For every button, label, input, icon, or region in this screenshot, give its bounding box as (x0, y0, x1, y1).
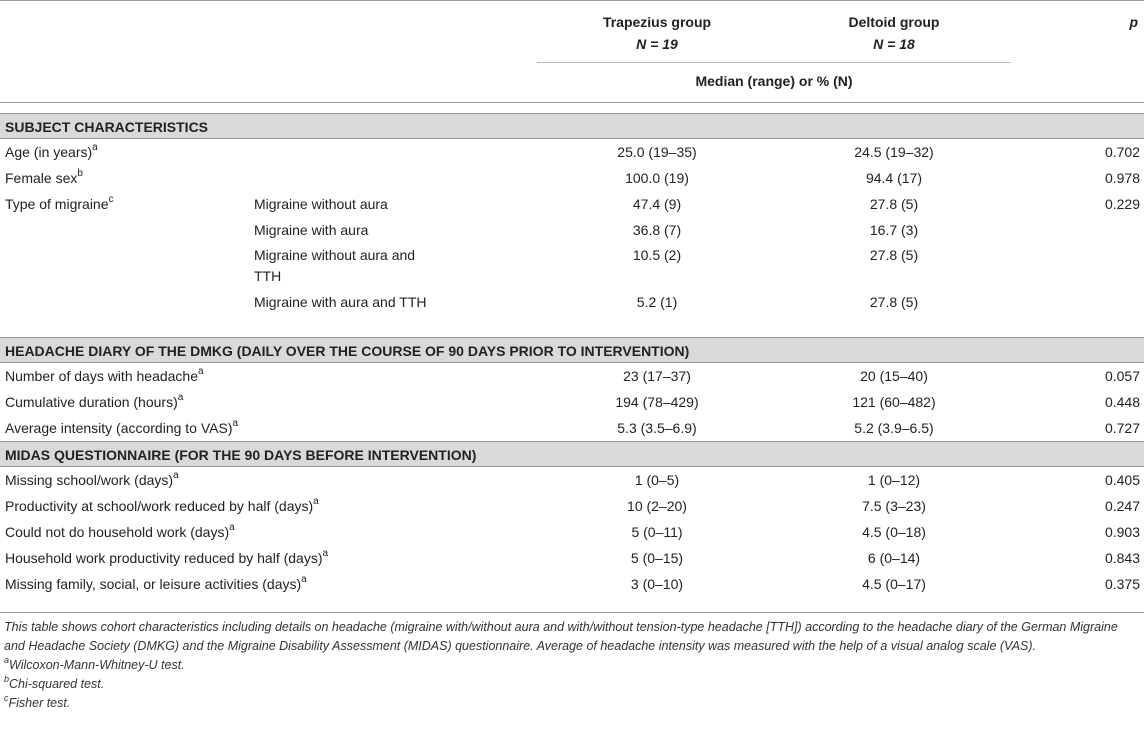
p-value: 0.247 (1104, 498, 1140, 514)
trapezius-value: 5 (0–15) (630, 550, 684, 566)
trapezius-value: 10 (2–20) (627, 498, 687, 514)
trapezius-value: 100.0 (19) (625, 170, 689, 186)
table-row (0, 389, 1144, 415)
row-label: Productivity at school/work reduced by half (days)$^a$ (5, 496, 319, 514)
row-sublabel: Migraine without aura (254, 196, 388, 212)
table-row (0, 363, 1144, 389)
table-row (0, 571, 1144, 597)
row-label: Missing family, social, or leisure activities (days)$^a$ (5, 574, 307, 592)
section-title: SUBJECT CHARACTERISTICS (5, 119, 209, 135)
table-row (0, 519, 1144, 545)
table-bottom-rule (0, 612, 1144, 613)
deltoid-value: 27.8 (5) (869, 294, 919, 310)
trapezius-value: 194 (78–429) (615, 394, 699, 410)
p-value: 0.903 (1104, 524, 1140, 540)
trapezius-value: 5 (0–11) (631, 524, 683, 540)
trapezius-value: 25.0 (19–35) (617, 144, 697, 160)
row-sublabel: Migraine with aura (254, 222, 369, 238)
trapezius-value: 1 (0–5) (634, 472, 680, 488)
deltoid-value: 16.7 (3) (869, 222, 919, 238)
section-subject-characteristics (0, 113, 1144, 139)
table-footnotes (4, 618, 1140, 713)
p-value: 0.448 (1104, 394, 1140, 410)
trapezius-value: 36.8 (7) (632, 222, 682, 238)
row-label: Number of days with headache$^a$ (5, 366, 204, 384)
deltoid-value: 24.5 (19–32) (854, 144, 934, 160)
p-value: 0.375 (1104, 576, 1140, 592)
deltoid-value: 5.2 (3.9–6.5) (854, 420, 934, 436)
trapezius-value: 23 (17–37) (623, 368, 691, 384)
p-value: 0.229 (1104, 196, 1140, 212)
subheader (537, 70, 1011, 92)
deltoid-value: 20 (15–40) (860, 368, 928, 384)
section-midas (0, 441, 1144, 467)
data-table (0, 113, 1144, 597)
subheader-rule (537, 62, 1011, 63)
row-label: Missing school/work (days)$^a$ (5, 470, 179, 488)
deltoid-value: 4.5 (0–17) (862, 576, 926, 592)
trapezius-value: 5.2 (1) (636, 294, 678, 310)
trapezius-value: 47.4 (9) (632, 196, 682, 212)
deltoid-value: 4.5 (0–18) (862, 524, 926, 540)
p-value: 0.702 (1104, 144, 1140, 160)
table-header (0, 0, 1144, 103)
subheader-text: Median (range) or % (N) (695, 73, 853, 89)
footnote-a: $^a$Wilcoxon-Mann-Whitney-U test. (4, 654, 185, 672)
p-value: 0.405 (1104, 472, 1140, 488)
footnote-b: $^b$Chi-squared test. (4, 673, 105, 691)
section-title: HEADACHE DIARY OF THE DMKG (DAILY OVER THE COURSE OF 90 DAYS PRIOR TO INTERVENTION) (5, 343, 690, 359)
deltoid-value: 7.5 (3–23) (862, 498, 926, 514)
table-row (0, 191, 1144, 217)
table-row (0, 165, 1144, 191)
deltoid-value: 1 (0–12) (867, 472, 921, 488)
section-headache-diary (0, 337, 1144, 363)
deltoid-group-n: N = 18 (873, 36, 915, 52)
trapezius-group-n: N = 19 (636, 36, 678, 52)
trapezius-header (537, 11, 777, 55)
table-caption: This table shows cohort characteristics including details on headache (migraine with/without aura and with/without tension-type headache [TTH]) according to the headache diary of the German Migraine and Headache Society (DMKG) and the Migraine Disability Assessment (MIDAS) questionnaire. Average of headache intensity was measured with the help of a visual analog scale (VAS). (4, 620, 1118, 653)
deltoid-value: 94.4 (17) (865, 170, 923, 186)
deltoid-value: 27.8 (5) (869, 247, 919, 263)
deltoid-value: 6 (0–14) (867, 550, 921, 566)
p-value: 0.978 (1104, 170, 1140, 186)
table-row (0, 139, 1144, 165)
p-value-header: p (1129, 14, 1138, 30)
table-row (0, 545, 1144, 571)
table-row (0, 243, 1144, 290)
trapezius-value: 3 (0–10) (630, 576, 684, 592)
table-row (0, 493, 1144, 519)
deltoid-value: 27.8 (5) (869, 196, 919, 212)
row-label: Could not do household work (days)$^a$ (5, 522, 235, 540)
trapezius-value: 5.3 (3.5–6.9) (617, 420, 697, 436)
table-row (0, 217, 1144, 243)
row-label: Average intensity (according to VAS)$^a$ (5, 418, 239, 436)
section-title: MIDAS QUESTIONNAIRE (FOR THE 90 DAYS BEFORE INTERVENTION) (5, 447, 477, 463)
p-value: 0.727 (1104, 420, 1140, 436)
deltoid-header (774, 11, 1014, 55)
trapezius-value: 10.5 (2) (632, 247, 682, 263)
table-row (0, 467, 1144, 493)
row-sublabel: Migraine with aura and TTH (254, 294, 427, 310)
deltoid-group-title: Deltoid group (848, 14, 940, 30)
p-value: 0.057 (1104, 368, 1140, 384)
row-label: Age (in years)$^a$ (5, 142, 98, 160)
row-label: Type of migraine$^c$ (5, 194, 114, 212)
deltoid-value: 121 (60–482) (852, 394, 936, 410)
footnote-c: $^c$Fisher test. (4, 692, 71, 710)
table-row (0, 415, 1144, 441)
table-row (0, 290, 1144, 337)
row-label: Cumulative duration (hours)$^a$ (5, 392, 184, 410)
row-label: Female sex$^b$ (5, 168, 83, 186)
trapezius-group-title: Trapezius group (602, 14, 712, 30)
row-sublabel: Migraine without aura and TTH (254, 247, 416, 284)
p-value: 0.843 (1104, 550, 1140, 566)
row-label: Household work productivity reduced by half (days)$^a$ (5, 548, 329, 566)
